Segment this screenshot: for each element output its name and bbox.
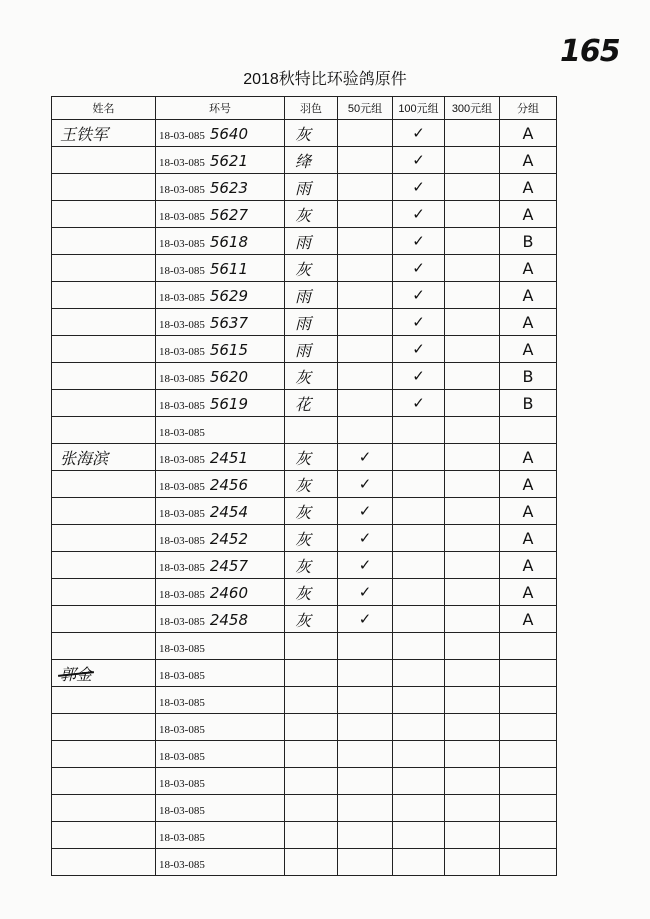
owner-name-cell	[52, 498, 156, 525]
table-row	[52, 174, 557, 201]
group-50-mark	[338, 714, 393, 741]
feather-color: 灰	[285, 471, 338, 498]
feather-color: 灰	[285, 201, 338, 228]
division-mark	[500, 714, 557, 741]
group-50-mark: ✓	[338, 606, 393, 633]
table-row	[52, 849, 557, 876]
ring-number: 5640	[209, 124, 249, 143]
ring-number-cell	[156, 255, 285, 282]
group-50-mark	[338, 822, 393, 849]
feather-color	[285, 795, 338, 822]
ring-prefix: 18-03-085	[159, 210, 205, 223]
group-100-mark	[393, 633, 445, 660]
table-row	[52, 822, 557, 849]
owner-name: 张海滨	[60, 448, 109, 468]
group-100-mark	[393, 714, 445, 741]
group-50-mark	[338, 849, 393, 876]
division-mark: A	[500, 201, 557, 228]
header-50-group: 50元组	[338, 97, 393, 120]
division-mark	[500, 741, 557, 768]
feather-color	[285, 741, 338, 768]
group-50-mark	[338, 687, 393, 714]
ring-prefix: 18-03-085	[159, 723, 205, 736]
group-300-mark	[445, 228, 500, 255]
ring-number: 5618	[209, 232, 249, 251]
group-300-mark	[445, 498, 500, 525]
table-row	[52, 525, 557, 552]
ring-number-cell	[156, 201, 285, 228]
owner-name-cell	[52, 444, 156, 471]
division-mark: A	[500, 255, 557, 282]
division-mark: A	[500, 552, 557, 579]
feather-color: 雨	[285, 174, 338, 201]
group-300-mark	[445, 201, 500, 228]
group-300-mark	[445, 147, 500, 174]
division-mark	[500, 795, 557, 822]
group-50-mark	[338, 363, 393, 390]
ring-number-cell	[156, 525, 285, 552]
division-mark: A	[500, 120, 557, 147]
group-300-mark	[445, 633, 500, 660]
ring-number: 2456	[209, 475, 249, 494]
division-mark: A	[500, 579, 557, 606]
ring-prefix: 18-03-085	[159, 858, 205, 871]
division-mark	[500, 660, 557, 687]
owner-name-cell	[52, 795, 156, 822]
group-300-mark	[445, 795, 500, 822]
group-100-mark: ✓	[393, 228, 445, 255]
ring-prefix: 18-03-085	[159, 696, 205, 709]
table-row	[52, 390, 557, 417]
owner-name-cell	[52, 768, 156, 795]
group-300-mark	[445, 768, 500, 795]
ring-prefix: 18-03-085	[159, 561, 205, 574]
group-100-mark	[393, 525, 445, 552]
group-300-mark	[445, 309, 500, 336]
division-mark: A	[500, 444, 557, 471]
ring-number: 2458	[209, 610, 249, 629]
ring-number-cell	[156, 795, 285, 822]
group-300-mark	[445, 606, 500, 633]
table-row	[52, 687, 557, 714]
feather-color: 雨	[285, 336, 338, 363]
ring-prefix: 18-03-085	[159, 804, 205, 817]
ring-number-cell	[156, 228, 285, 255]
group-300-mark	[445, 687, 500, 714]
ring-number-cell	[156, 606, 285, 633]
group-100-mark	[393, 687, 445, 714]
ring-number: 5621	[209, 151, 249, 170]
table-row	[52, 255, 557, 282]
ring-number: 2457	[209, 556, 249, 575]
division-mark	[500, 822, 557, 849]
ring-prefix: 18-03-085	[159, 291, 205, 304]
ring-prefix: 18-03-085	[159, 426, 205, 439]
table-row	[52, 498, 557, 525]
group-100-mark: ✓	[393, 255, 445, 282]
feather-color	[285, 417, 338, 444]
group-50-mark	[338, 255, 393, 282]
owner-name-cell	[52, 228, 156, 255]
group-300-mark	[445, 417, 500, 444]
group-50-mark: ✓	[338, 525, 393, 552]
ring-number: 5619	[209, 394, 249, 413]
owner-name-cell	[52, 471, 156, 498]
ring-number-cell	[156, 120, 285, 147]
table-body	[52, 120, 557, 876]
group-100-mark	[393, 768, 445, 795]
ring-prefix: 18-03-085	[159, 372, 205, 385]
group-100-mark	[393, 849, 445, 876]
page-title: 2018秋特比环验鸽原件	[243, 71, 407, 88]
group-50-mark	[338, 201, 393, 228]
division-mark	[500, 768, 557, 795]
ring-prefix: 18-03-085	[159, 642, 205, 655]
feather-color	[285, 714, 338, 741]
group-100-mark: ✓	[393, 120, 445, 147]
group-50-mark	[338, 120, 393, 147]
feather-color: 雨	[285, 309, 338, 336]
ring-number-cell	[156, 174, 285, 201]
division-mark	[500, 417, 557, 444]
table-row	[52, 795, 557, 822]
group-100-mark	[393, 444, 445, 471]
ring-number: 5623	[209, 178, 249, 197]
feather-color: 灰	[285, 120, 338, 147]
ring-number-cell	[156, 498, 285, 525]
ring-number-cell	[156, 390, 285, 417]
group-300-mark	[445, 660, 500, 687]
feather-color: 灰	[285, 579, 338, 606]
group-50-mark	[338, 174, 393, 201]
table-row	[52, 471, 557, 498]
table-row	[52, 606, 557, 633]
owner-name-cell	[52, 417, 156, 444]
owner-name-cell	[52, 282, 156, 309]
feather-color: 灰	[285, 255, 338, 282]
owner-name-cell	[52, 822, 156, 849]
owner-name-cell	[52, 579, 156, 606]
owner-name-cell	[52, 390, 156, 417]
group-300-mark	[445, 444, 500, 471]
group-300-mark	[445, 714, 500, 741]
table-row	[52, 552, 557, 579]
group-300-mark	[445, 336, 500, 363]
owner-name-cell	[52, 363, 156, 390]
feather-color: 灰	[285, 363, 338, 390]
ring-number-cell	[156, 714, 285, 741]
ring-number-cell	[156, 741, 285, 768]
owner-name-cell	[52, 741, 156, 768]
group-300-mark	[445, 363, 500, 390]
owner-name-cell	[52, 174, 156, 201]
division-mark: A	[500, 282, 557, 309]
group-50-mark: ✓	[338, 579, 393, 606]
ring-prefix: 18-03-085	[159, 318, 205, 331]
table-row	[52, 714, 557, 741]
ring-number: 2452	[209, 529, 249, 548]
header-ring-number: 环号	[156, 97, 285, 120]
group-300-mark	[445, 552, 500, 579]
header-division: 分组	[500, 97, 557, 120]
owner-name-cell	[52, 633, 156, 660]
group-100-mark: ✓	[393, 174, 445, 201]
group-300-mark	[445, 120, 500, 147]
ring-number-cell	[156, 552, 285, 579]
group-100-mark	[393, 417, 445, 444]
division-mark: A	[500, 498, 557, 525]
owner-name-cell	[52, 201, 156, 228]
table-row	[52, 282, 557, 309]
table-row	[52, 579, 557, 606]
ring-number-cell	[156, 471, 285, 498]
page-number: 165	[560, 34, 620, 69]
group-300-mark	[445, 174, 500, 201]
group-100-mark	[393, 606, 445, 633]
header-row	[52, 97, 557, 120]
division-mark: A	[500, 147, 557, 174]
division-mark	[500, 687, 557, 714]
ring-prefix: 18-03-085	[159, 507, 205, 520]
feather-color: 灰	[285, 552, 338, 579]
group-100-mark	[393, 579, 445, 606]
feather-color	[285, 822, 338, 849]
group-300-mark	[445, 471, 500, 498]
group-300-mark	[445, 390, 500, 417]
table-row	[52, 768, 557, 795]
feather-color: 雨	[285, 228, 338, 255]
ring-number-cell	[156, 147, 285, 174]
group-100-mark: ✓	[393, 336, 445, 363]
owner-name-cell	[52, 255, 156, 282]
group-300-mark	[445, 525, 500, 552]
owner-name-cell	[52, 525, 156, 552]
feather-color: 灰	[285, 606, 338, 633]
owner-name-cell	[52, 309, 156, 336]
group-300-mark	[445, 741, 500, 768]
table-row	[52, 201, 557, 228]
ring-number-cell	[156, 768, 285, 795]
group-100-mark	[393, 498, 445, 525]
group-50-mark	[338, 633, 393, 660]
registration-table	[51, 96, 557, 876]
ring-prefix: 18-03-085	[159, 156, 205, 169]
ring-prefix: 18-03-085	[159, 453, 205, 466]
group-300-mark	[445, 579, 500, 606]
division-mark: A	[500, 471, 557, 498]
owner-name-crossed-out: 郭金	[60, 662, 92, 685]
ring-number-cell	[156, 579, 285, 606]
group-50-mark: ✓	[338, 471, 393, 498]
header-name: 姓名	[52, 97, 156, 120]
owner-name-cell	[52, 336, 156, 363]
group-50-mark	[338, 147, 393, 174]
ring-number: 2460	[209, 583, 249, 602]
group-50-mark	[338, 660, 393, 687]
ring-number: 5611	[209, 259, 249, 278]
division-mark: A	[500, 309, 557, 336]
group-100-mark	[393, 822, 445, 849]
group-100-mark	[393, 471, 445, 498]
feather-color: 绛	[285, 147, 338, 174]
group-50-mark: ✓	[338, 552, 393, 579]
group-50-mark	[338, 282, 393, 309]
ring-prefix: 18-03-085	[159, 534, 205, 547]
group-50-mark: ✓	[338, 444, 393, 471]
table-row	[52, 309, 557, 336]
group-50-mark	[338, 390, 393, 417]
table-row	[52, 228, 557, 255]
table-row	[52, 633, 557, 660]
ring-number-cell	[156, 849, 285, 876]
group-100-mark	[393, 741, 445, 768]
group-100-mark	[393, 660, 445, 687]
ring-number-cell	[156, 309, 285, 336]
owner-name-cell	[52, 849, 156, 876]
ring-number-cell	[156, 660, 285, 687]
group-300-mark	[445, 255, 500, 282]
group-300-mark	[445, 822, 500, 849]
group-50-mark	[338, 228, 393, 255]
group-300-mark	[445, 849, 500, 876]
group-100-mark: ✓	[393, 363, 445, 390]
owner-name-cell	[52, 147, 156, 174]
group-50-mark	[338, 741, 393, 768]
group-100-mark: ✓	[393, 309, 445, 336]
ring-number-cell	[156, 444, 285, 471]
ring-prefix: 18-03-085	[159, 669, 205, 682]
owner-name-cell	[52, 687, 156, 714]
group-50-mark	[338, 336, 393, 363]
division-mark: B	[500, 390, 557, 417]
owner-name: 王铁军	[60, 124, 109, 144]
ring-number: 5629	[209, 286, 249, 305]
feather-color: 花	[285, 390, 338, 417]
group-100-mark: ✓	[393, 390, 445, 417]
ring-number: 2454	[209, 502, 249, 521]
group-100-mark: ✓	[393, 147, 445, 174]
group-50-mark	[338, 309, 393, 336]
ring-prefix: 18-03-085	[159, 777, 205, 790]
table-row	[52, 741, 557, 768]
ring-prefix: 18-03-085	[159, 345, 205, 358]
feather-color: 灰	[285, 498, 338, 525]
group-50-mark	[338, 417, 393, 444]
table-row	[52, 444, 557, 471]
ring-number-cell	[156, 633, 285, 660]
header-feather-color: 羽色	[285, 97, 338, 120]
ring-number: 5627	[209, 205, 249, 224]
ring-prefix: 18-03-085	[159, 264, 205, 277]
feather-color: 灰	[285, 444, 338, 471]
group-100-mark	[393, 795, 445, 822]
table-row	[52, 120, 557, 147]
division-mark	[500, 849, 557, 876]
division-mark: A	[500, 525, 557, 552]
header-300-group: 300元组	[445, 97, 500, 120]
division-mark: B	[500, 363, 557, 390]
ring-number: 5620	[209, 367, 249, 386]
group-50-mark: ✓	[338, 498, 393, 525]
ring-prefix: 18-03-085	[159, 588, 205, 601]
ring-number-cell	[156, 363, 285, 390]
ring-prefix: 18-03-085	[159, 237, 205, 250]
division-mark: B	[500, 228, 557, 255]
header-100-group: 100元组	[393, 97, 445, 120]
feather-color: 雨	[285, 282, 338, 309]
group-100-mark	[393, 552, 445, 579]
feather-color	[285, 849, 338, 876]
owner-name-cell	[52, 714, 156, 741]
table-row	[52, 417, 557, 444]
ring-prefix: 18-03-085	[159, 129, 205, 142]
division-mark: A	[500, 606, 557, 633]
owner-name-cell	[52, 120, 156, 147]
group-100-mark: ✓	[393, 201, 445, 228]
feather-color	[285, 660, 338, 687]
owner-name-cell	[52, 606, 156, 633]
group-300-mark	[445, 282, 500, 309]
ring-number-cell	[156, 822, 285, 849]
table-row	[52, 363, 557, 390]
ring-number: 5637	[209, 313, 249, 332]
table-row	[52, 660, 557, 687]
table-row	[52, 336, 557, 363]
ring-number-cell	[156, 687, 285, 714]
table-row	[52, 147, 557, 174]
ring-prefix: 18-03-085	[159, 183, 205, 196]
division-mark: A	[500, 174, 557, 201]
feather-color	[285, 768, 338, 795]
group-50-mark	[338, 768, 393, 795]
feather-color	[285, 687, 338, 714]
division-mark: A	[500, 336, 557, 363]
ring-number: 2451	[209, 448, 249, 467]
feather-color: 灰	[285, 525, 338, 552]
owner-name-cell	[52, 660, 156, 687]
ring-number: 5615	[209, 340, 249, 359]
ring-number-cell	[156, 282, 285, 309]
division-mark	[500, 633, 557, 660]
group-50-mark	[338, 795, 393, 822]
group-100-mark: ✓	[393, 282, 445, 309]
ring-prefix: 18-03-085	[159, 831, 205, 844]
ring-number-cell	[156, 336, 285, 363]
ring-number-cell	[156, 417, 285, 444]
ring-prefix: 18-03-085	[159, 480, 205, 493]
ring-prefix: 18-03-085	[159, 399, 205, 412]
feather-color	[285, 633, 338, 660]
ring-prefix: 18-03-085	[159, 615, 205, 628]
owner-name-cell	[52, 552, 156, 579]
ring-prefix: 18-03-085	[159, 750, 205, 763]
